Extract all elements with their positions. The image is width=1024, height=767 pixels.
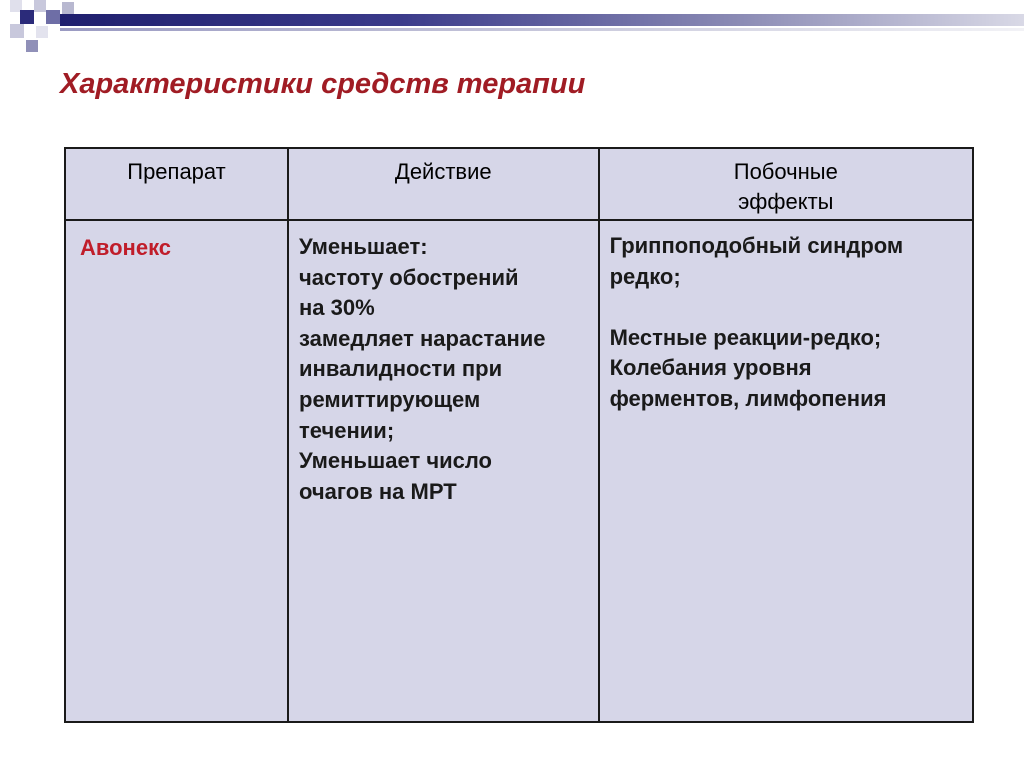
header-effects <box>599 148 973 220</box>
table-header-row <box>65 148 973 220</box>
header-drug-label: Препарат <box>127 159 226 184</box>
effects-line: ферментов, лимфопения <box>609 385 887 411</box>
table-row <box>65 220 973 722</box>
cell-drug <box>65 220 288 722</box>
action-line: инвалидности при <box>299 356 503 382</box>
header-action <box>288 148 599 220</box>
effects-line: Гриппоподобный синдром <box>609 233 904 258</box>
action-line: на 30% <box>299 295 375 321</box>
header-bar <box>60 14 1024 26</box>
effects-line: Колебания уровня <box>609 355 812 381</box>
action-line: частоту обострений <box>299 264 519 290</box>
header-effects-line2: эффекты <box>738 189 834 214</box>
effects-text <box>600 221 972 415</box>
action-line: замедляет нарастание <box>299 325 546 351</box>
therapy-table <box>64 147 974 723</box>
header-effects-line1: Побочные <box>733 159 838 184</box>
effects-line: редко; <box>609 263 681 289</box>
action-line: ремиттирующем <box>299 386 481 412</box>
action-line: Уменьшает число <box>299 448 492 474</box>
slide-title: Характеристики средств терапии <box>60 68 586 100</box>
effects-line: Местные реакции-редко; <box>609 324 882 350</box>
effects-spacer <box>610 292 972 323</box>
header-action-label: Действие <box>394 159 492 184</box>
action-text <box>289 221 598 507</box>
action-line: Уменьшает: <box>299 234 428 259</box>
drug-name: Авонекс <box>80 235 172 260</box>
header-effects-label <box>600 149 972 217</box>
header-rule <box>60 28 1024 31</box>
header-drug <box>65 148 288 220</box>
cell-action <box>288 220 599 722</box>
action-line: течении; <box>299 417 395 443</box>
action-line: очагов на МРТ <box>299 478 457 504</box>
cell-effects <box>599 220 973 722</box>
